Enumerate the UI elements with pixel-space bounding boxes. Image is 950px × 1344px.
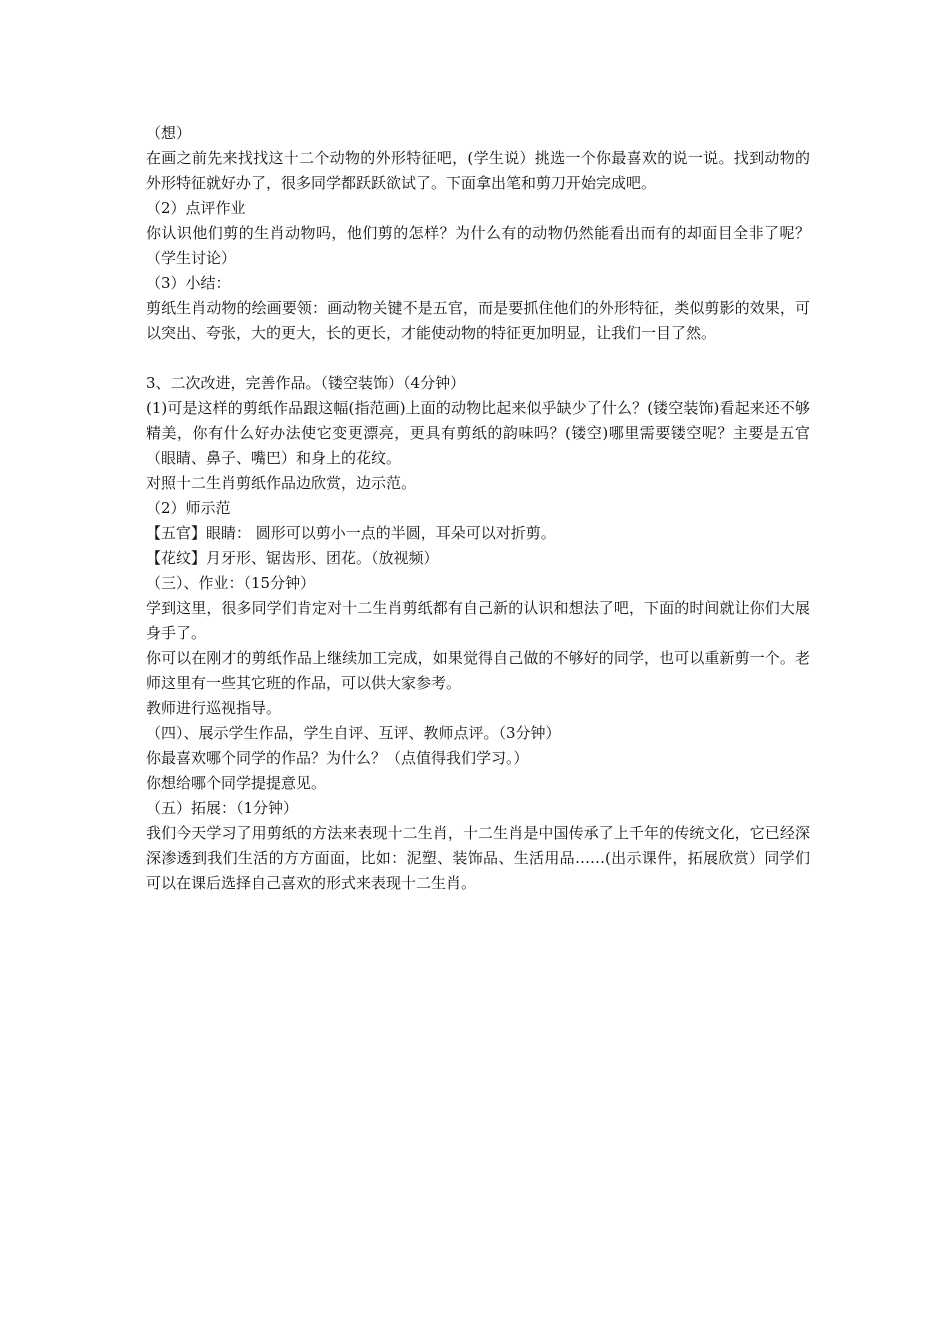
paragraph-heading-homework: （三）、作业：（15分钟） — [146, 574, 316, 592]
paragraph-summary: 剪纸生肖动物的绘画要领：画动物关键不是五官，而是要抓住他们的外形特征，类似剪影的效果，可以突出、夸张，大的更大，长的更长，才能使动物的特征更加明显，让我们一目了然。 — [146, 299, 810, 342]
paragraph-extension: 我们今天学习了用剪纸的方法来表现十二生肖，十二生肖是中国传承了上千年的传统文化，它已经深深渗透到我们生活的方方面面，比如：泥塑、装饰品、生活用品……(出示课件，拓展欣赏）同学们可以在课后选择自己喜欢的形式来表现十二生肖。 — [146, 824, 810, 892]
paragraph-find-features: 在画之前先来找找这十二个动物的外形特征吧，(学生说）挑选一个你最喜欢的说一说。找到动物的外形特征就好办了，很多同学都跃跃欲试了。下面拿出笔和剪刀开始完成吧。 — [146, 149, 810, 192]
paragraph-patterns: 【花纹】月牙形、锯齿形、团花。（放视频） — [146, 549, 439, 567]
paragraph-heading-extension: （五）拓展：（1分钟） — [146, 799, 299, 817]
blank-line — [146, 346, 810, 371]
paragraph-demonstrate: 对照十二生肖剪纸作品边欣赏，边示范。 — [146, 474, 417, 492]
paragraph-heading-review: （2）点评作业 — [146, 199, 246, 217]
paragraph-homework-detail: 你可以在刚才的剪纸作品上继续加工完成，如果觉得自己做的不够好的同学，也可以重新剪一个。老师这里有一些其它班的作品，可以供大家参考。 — [146, 649, 810, 692]
paragraph-heading-teacher-demo: （2）师示范 — [146, 499, 231, 517]
paragraph-heading-summary: （3）小结： — [146, 274, 231, 292]
paragraph-suggestion: 你想给哪个同学提提意见。 — [146, 774, 327, 792]
paragraph-heading-showcase: （四）、展示学生作品，学生自评、互评、教师点评。（3分钟） — [146, 724, 561, 742]
paragraph-hollow-decoration: (1)可是这样的剪纸作品跟这幅(指范画)上面的动物比起来似乎缺少了什么？(镂空装饰)看起来还不够精美，你有什么好办法使它变更漂亮，更具有剪纸的韵味吗？(镂空)哪里需要镂空呢？主要是五官（眼睛、鼻子、嘴巴）和身上的花纹。 — [146, 399, 810, 467]
document-body — [146, 121, 810, 896]
paragraph-section-3: 3、二次改进，完善作品。（镂空装饰）（4分钟） — [146, 374, 466, 392]
paragraph-review-questions: 你认识他们剪的生肖动物吗，他们剪的怎样？为什么有的动物仍然能看出而有的却面目全非了呢？（学生讨论） — [146, 224, 810, 267]
paragraph-teacher-guidance: 教师进行巡视指导。 — [146, 699, 282, 717]
paragraph-favorite-question: 你最喜欢哪个同学的作品？为什么？（点值得我们学习。） — [146, 749, 529, 767]
paragraph-think: （想） — [146, 124, 192, 142]
paragraph-facial-features: 【五官】眼睛： 圆形可以剪小一点的半圆，耳朵可以对折剪。 — [146, 524, 556, 542]
paragraph-homework-intro: 学到这里，很多同学们肯定对十二生肖剪纸都有自己新的认识和想法了吧，下面的时间就让你们大展身手了。 — [146, 599, 810, 642]
